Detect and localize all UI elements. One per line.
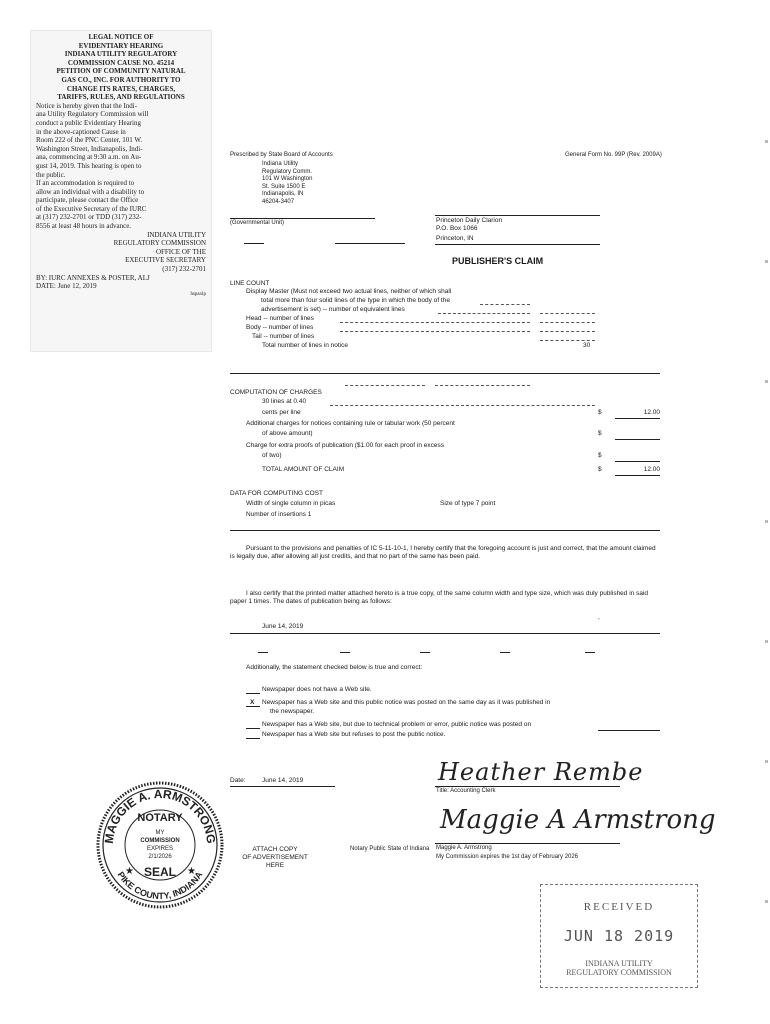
short-rule xyxy=(340,652,350,653)
date-rule xyxy=(230,786,335,787)
clip-line: LEGAL NOTICE OF xyxy=(88,33,154,41)
dash-leader xyxy=(438,313,530,314)
received-org-1: INDIANA UTILITY xyxy=(585,959,653,968)
line-count-intro3: advertisement is set) -- number of equivalent lines xyxy=(261,306,405,313)
clip-line: Notice is hereby given that the Indi- xyxy=(36,101,138,110)
clip-line: Washington Street, Indianapolis, Indi- xyxy=(36,144,143,153)
extra-proofs-2: of two) xyxy=(262,452,282,459)
date-value: June 14, 2019 xyxy=(262,777,304,784)
seal-expires: EXPIRES xyxy=(146,846,174,852)
amount-rule xyxy=(615,418,660,419)
addressee-line: St. Suite 1500 E xyxy=(262,183,306,190)
head-lines-label: Head -- number of lines xyxy=(246,315,314,322)
publication-date: June 14, 2019 xyxy=(262,623,304,630)
option-checked-mark: X xyxy=(250,699,255,706)
dash-leader xyxy=(540,313,595,314)
general-form-label: General Form No. 99P (Rev. 2009A) xyxy=(565,152,662,158)
clip-line: (317) 232-2701 xyxy=(162,265,206,274)
data-heading: DATA FOR COMPUTING COST xyxy=(230,490,323,497)
clip-line: DATE: June 12, 2019 xyxy=(36,282,97,291)
signature-rule xyxy=(435,786,620,787)
clip-line: ana Utility Regulatory Commission will xyxy=(36,110,149,119)
type-size-label: Size of type 7 point xyxy=(440,500,496,507)
received-stamp xyxy=(540,884,698,988)
clip-line: at (317) 232-2701 or TDD (317) 232- xyxy=(36,213,142,222)
cents-per-line: cents per line xyxy=(262,409,301,416)
seal-commission: COMMISSION xyxy=(140,838,180,844)
seal-date: 2/1/2026 xyxy=(148,854,172,860)
addressee-line: 46204-3407 xyxy=(262,198,295,205)
publisher-city: Princeton, IN xyxy=(436,235,474,242)
clip-line: REGULATORY COMMISSION xyxy=(113,239,206,248)
certify-paragraph-1: Pursuant to the provisions and penalties of IC 5-11-10-1, I hereby certify that the foregoing account is just and correct, that the amount claimed is legally due, after allowing all just credits, and that no part of the same has been paid. xyxy=(230,545,656,560)
attach-line: ATTACH COPY xyxy=(252,846,298,853)
gov-unit-rule xyxy=(230,218,375,219)
commission-expiry: My Commission expires the 1st day of February 2026 xyxy=(436,854,579,860)
clip-line: INDIANA UTILITY REGULATORY xyxy=(64,50,178,59)
addressee-line: Indianapolis, IN xyxy=(262,191,304,197)
body-lines-label: Body -- number of lines xyxy=(246,324,314,331)
clip-line: EXECUTIVE SECRETARY xyxy=(125,256,206,265)
dash-leader xyxy=(540,322,595,323)
section-rule xyxy=(230,373,660,374)
notary-signature: Maggie A Armstrong xyxy=(440,805,716,835)
line-count-intro: Display Master (Must not exceed two actual lines, neither of which shall xyxy=(246,288,452,295)
amount-rule xyxy=(615,475,660,476)
attach-copy-note xyxy=(240,846,310,870)
seal-word: SEAL xyxy=(143,865,177,879)
dollar-sign: $ xyxy=(598,430,602,437)
date-label: Date: xyxy=(230,777,246,784)
addressee-line: Regulatory Comm. xyxy=(262,168,313,175)
svg-text:★: ★ xyxy=(125,866,134,877)
clip-line: of the Executive Secretary of the IURC xyxy=(36,204,147,213)
publisher-rule-bottom xyxy=(435,244,600,245)
line-count-intro2: total more than four solid lines of the type in which the body of the xyxy=(261,297,450,304)
option-no-website: Newspaper does not have a Web site. xyxy=(262,686,372,693)
dash-leader xyxy=(340,322,530,323)
prescribed-label: Prescribed by State Board of Accounts xyxy=(230,152,333,158)
clip-line: ana, commencing at 9:30 a.m. on Au- xyxy=(36,153,142,162)
additional-charges: Additional charges for notices containing rule or tabular work (50 percent xyxy=(246,420,455,427)
option-refuses: Newspaper has a Web site but refuses to post the public notice. xyxy=(262,731,446,738)
option-posted-same-day: Newspaper has a Web site and this public notice was posted on the same day as it was published in xyxy=(262,699,551,706)
seal-outer-text: MAGGIE A. ARMSTRONG xyxy=(101,786,219,845)
total-claim-value: 12.00 xyxy=(643,466,660,473)
attach-line: OF ADVERTISEMENT xyxy=(242,854,308,861)
clerk-title: Title: Accounting Clerk xyxy=(436,788,496,794)
clip-line: If an accommodation is required to xyxy=(36,179,135,188)
amount-rule xyxy=(615,461,660,462)
option-technical-problem: Newspaper has a Web site, but due to technical problem or error, public notice was posted on xyxy=(262,721,532,728)
clip-line: participate, please contact the Office xyxy=(36,196,139,205)
received-word: RECEIVED xyxy=(583,901,655,913)
publisher-box: P.O. Box 1066 xyxy=(436,225,478,232)
rate-line: 30 lines at 0.40 xyxy=(262,398,307,405)
dash-leader xyxy=(435,385,530,386)
clip-line: PETITION OF COMMUNITY NATURAL xyxy=(56,67,186,76)
computation-heading: COMPUTATION OF CHARGES xyxy=(230,389,322,396)
total-lines-label: Total number of lines in notice xyxy=(262,342,348,349)
clip-line: INDIANA UTILITY xyxy=(147,230,206,239)
column-width-label: Width of single column in picas xyxy=(246,500,336,507)
svg-text:★: ★ xyxy=(187,866,196,877)
notary-name: Maggie A. Armstrong xyxy=(436,845,492,851)
additionally-label: Additionally, the statement checked below is true and correct: xyxy=(246,664,423,671)
legal-notice-clipping xyxy=(30,30,212,352)
clip-line: 8556 at least 48 hours in advance. xyxy=(36,222,132,231)
dash-leader xyxy=(540,340,595,341)
amount-rule xyxy=(615,439,660,440)
short-rule xyxy=(244,243,264,244)
dollar-sign: $ xyxy=(598,466,602,473)
clip-line: the public. xyxy=(36,170,66,179)
clip-line: Room 222 of the PNC Center, 101 W. xyxy=(36,136,143,145)
additional-charges-2: of above amount) xyxy=(262,430,313,437)
attach-line: HERE xyxy=(265,862,285,869)
checkbox-line xyxy=(246,693,260,694)
clip-line: hspaxlp xyxy=(190,291,206,297)
clip-line: in the above-captioned Cause in xyxy=(36,127,126,136)
publisher-name: Princeton Daily Clarion xyxy=(436,217,503,224)
dollar-sign: $ xyxy=(598,452,602,459)
signature-rule xyxy=(435,843,620,844)
short-rule xyxy=(420,652,430,653)
addressee-block xyxy=(262,161,372,206)
received-org-2: REGULATORY COMMISSION xyxy=(566,968,672,977)
claim-title: PUBLISHER'S CLAIM xyxy=(452,256,544,266)
clip-line: OFFICE OF THE xyxy=(155,247,206,256)
checkbox-line xyxy=(246,728,260,729)
clip-line: EVIDENTIARY HEARING xyxy=(78,41,164,50)
base-charge-value: 12.00 xyxy=(643,409,660,416)
dash-leader xyxy=(540,331,595,332)
short-rule xyxy=(258,652,268,653)
line-count-heading: LINE COUNT xyxy=(230,280,270,287)
publisher-rule xyxy=(435,215,600,216)
notary-seal xyxy=(95,780,225,910)
dash-leader xyxy=(345,385,425,386)
clip-line: TARIFFS, RULES, AND REGULATIONS xyxy=(57,93,185,102)
short-rule xyxy=(335,243,405,244)
clip-line: CHANGE ITS RATES, CHARGES, xyxy=(66,84,176,93)
dash-leader xyxy=(340,331,530,332)
received-date: JUN 18 2019 xyxy=(563,927,675,945)
notary-public-label: Notary Public State of Indiana xyxy=(350,846,430,852)
dollar-sign: $ xyxy=(598,409,602,416)
notary-seal-graphic xyxy=(95,780,225,910)
extra-proofs: Charge for extra proofs of publication ($1.00 for each proof in excess xyxy=(246,442,444,449)
addressee-line: 101 W Washington xyxy=(262,176,313,182)
clip-line: allow an individual with a disability to xyxy=(36,187,145,196)
checkbox-line xyxy=(246,738,260,739)
tail-lines-label: Tail -- number of lines xyxy=(252,333,315,340)
option-posted-same-day-2: the newspaper. xyxy=(270,708,315,715)
dash-leader xyxy=(480,304,530,305)
clip-line: BY: IURC ANNEXES & POSTER, ALJ xyxy=(36,273,150,282)
section-rule xyxy=(230,633,660,634)
certify-paragraph-2: I also certify that the printed matter attached hereto is a true copy, of the same column width and type size, which was duly published in said paper 1 times. The dates of publication being as follows: xyxy=(230,590,649,605)
total-claim-label: TOTAL AMOUNT OF CLAIM xyxy=(262,466,345,473)
clip-line: conduct a public Evidentiary Hearing xyxy=(36,118,141,127)
dash-leader xyxy=(330,405,595,406)
addressee-line: Indiana Utility xyxy=(262,161,299,167)
short-rule xyxy=(500,652,510,653)
checkbox-line xyxy=(246,706,260,707)
clip-line: COMMISSION CAUSE NO. 45214 xyxy=(67,58,175,67)
insertions-label: Number of insertions 1 xyxy=(246,511,312,518)
seal-county-text: PIKE COUNTY, INDIANA xyxy=(115,869,205,902)
clip-line: gust 14, 2019. This hearing is open to xyxy=(36,161,142,170)
clip-line: GAS CO., INC. FOR AUTHORITY TO xyxy=(61,75,181,84)
section-rule xyxy=(230,530,660,531)
clerk-signature: Heather Rembe xyxy=(438,758,644,786)
seal-my: MY xyxy=(155,830,165,836)
total-lines-value: 30 xyxy=(583,342,591,349)
gov-unit-label: (Governmental Unit) xyxy=(230,220,285,226)
date-line xyxy=(598,730,660,731)
seal-notary-word: NOTARY xyxy=(137,812,183,824)
short-rule xyxy=(585,652,595,653)
